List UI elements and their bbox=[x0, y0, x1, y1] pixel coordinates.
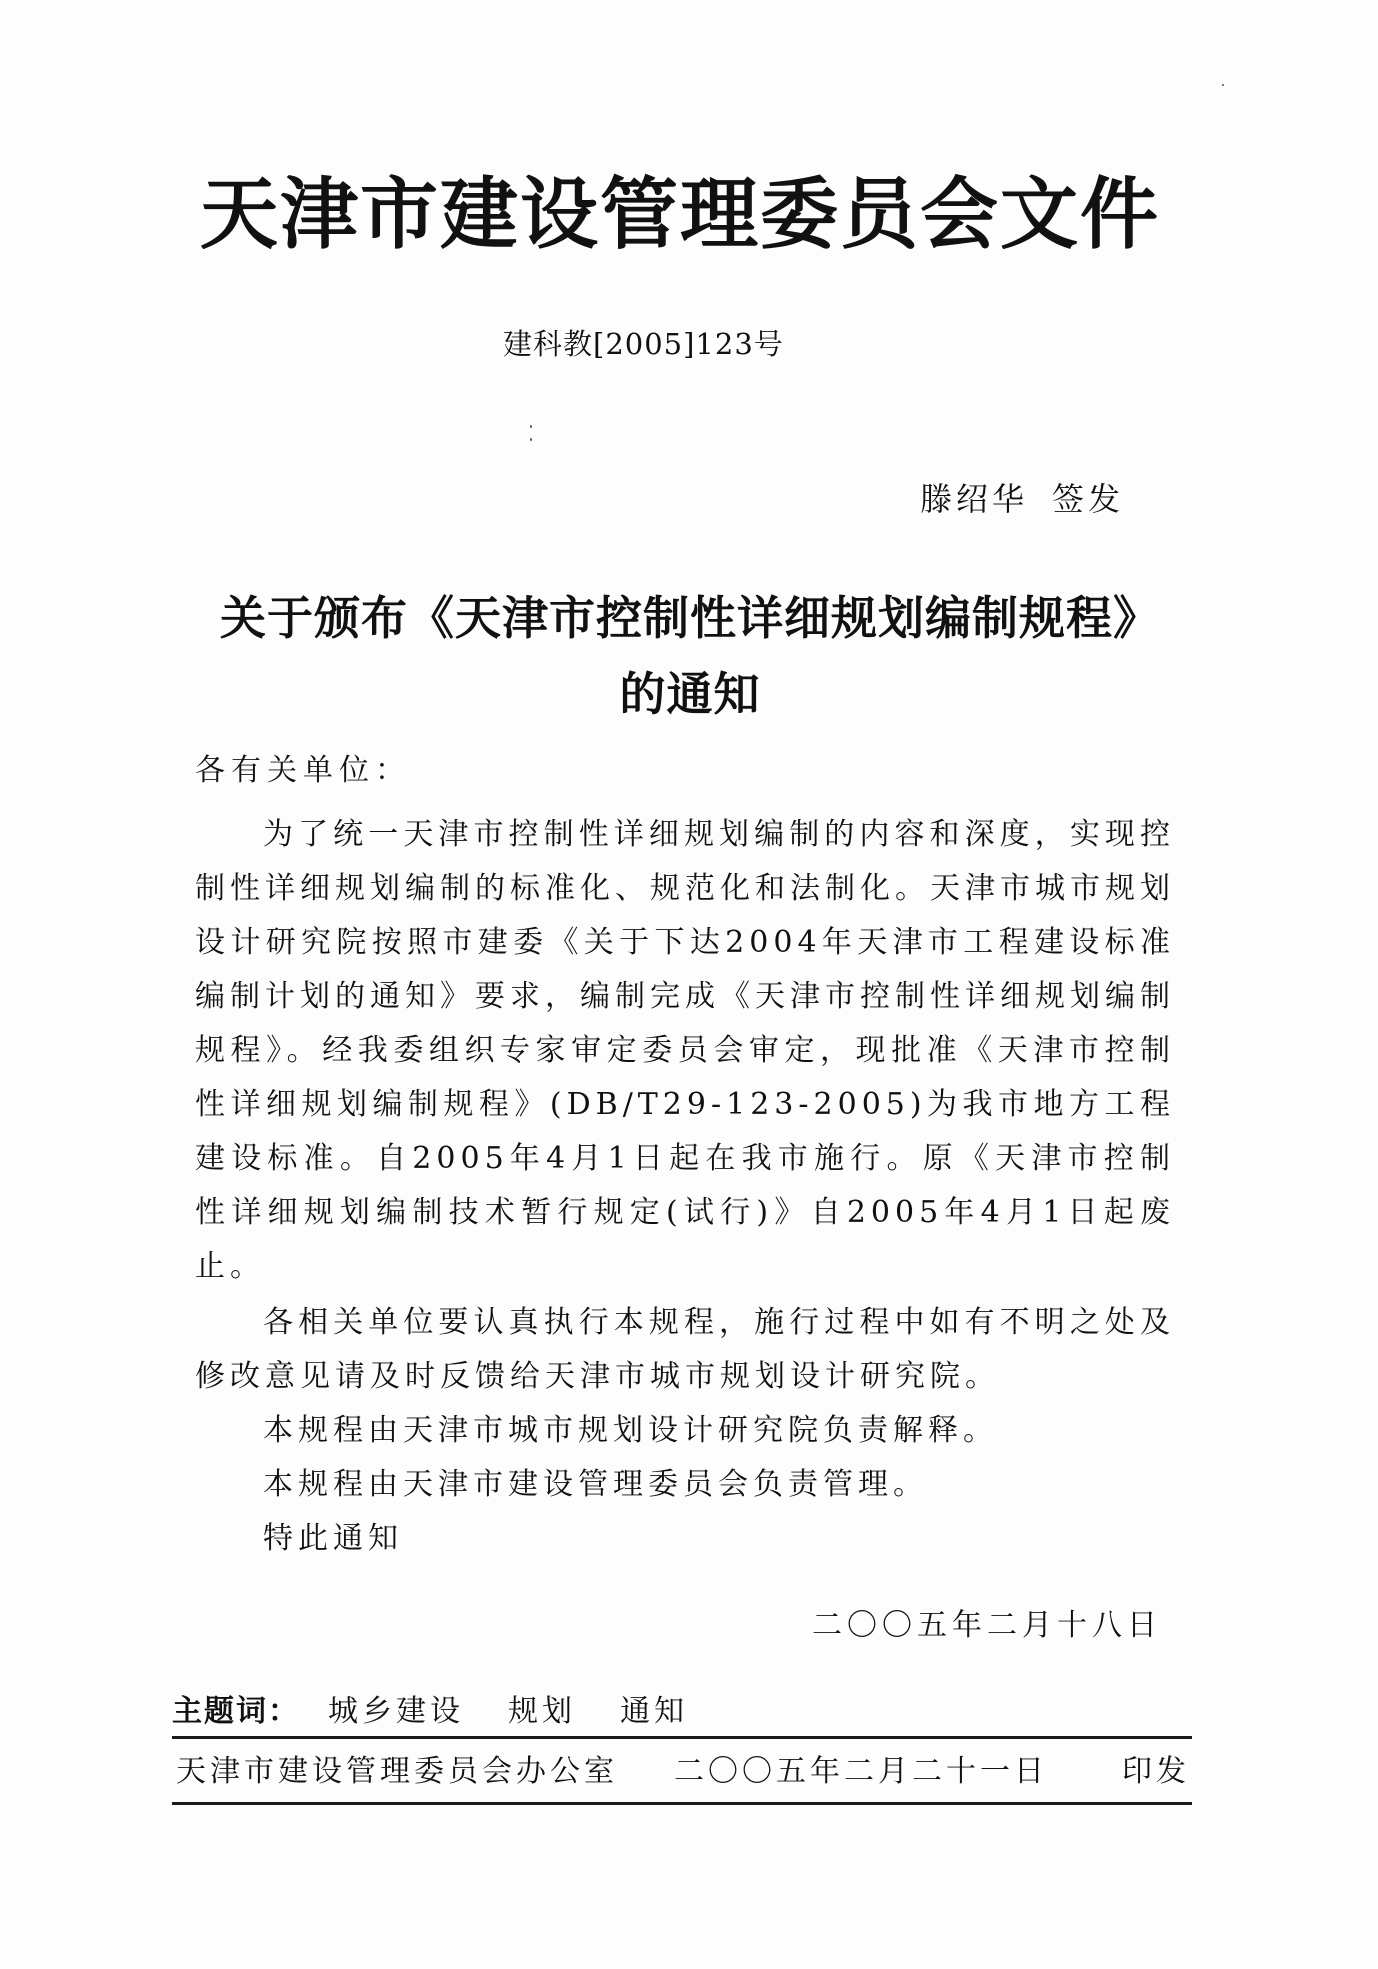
salutation: 各有关单位： bbox=[195, 753, 411, 788]
body-paragraph-1: 为了统一天津市控制性详细规划编制的内容和深度，实现控制性详细规划编制的标准化、规范化和法制化。天津市城市规划设计研究院按照市建委《关于下达2004年天津市工程建设标准编制计划的通知》要求，编制完成《天津市控制性详细规划编制规程》。经我委组织专家审定委员会审定，现批准《天津市控制性详细规划编制规程》(DB/T29-123-2005)为我市地方工程建设标准。自2005年4月1日起在我市施行。原《天津市控制性详细规划编制技术暂行规定(试行)》自2005年4月1日起废止。 bbox=[195, 817, 1175, 1284]
keyword: 城乡建设 bbox=[328, 1694, 464, 1729]
body-line-interpretation: 本规程由天津市城市规划设计研究院负责解释。 bbox=[263, 1413, 998, 1448]
keyword: 通知 bbox=[620, 1694, 688, 1729]
issue-date: 二〇〇五年二月十八日 bbox=[812, 1608, 1162, 1643]
keyword: 规划 bbox=[508, 1694, 576, 1729]
body-line-closing: 特此通知 bbox=[263, 1521, 403, 1556]
notice-title bbox=[160, 580, 1220, 732]
scan-speck bbox=[530, 438, 532, 441]
document-header-title: 天津市建设管理委员会文件 bbox=[200, 170, 1161, 260]
signer-name: 滕绍华 bbox=[920, 480, 1029, 518]
scan-speck bbox=[530, 425, 532, 428]
body-line-management: 本规程由天津市建设管理委员会负责管理。 bbox=[263, 1467, 928, 1502]
notice-title-line1: 关于颁布《天津市控制性详细规划编制规程》 bbox=[220, 591, 1160, 645]
notice-title-line2: 的通知 bbox=[619, 667, 761, 721]
footer-rule-top bbox=[172, 1736, 1192, 1739]
keywords-row bbox=[172, 1686, 1192, 1730]
footer-rule-bottom bbox=[172, 1802, 1192, 1805]
body-paragraph-2: 各相关单位要认真执行本规程，施行过程中如有不明之处及修改意见请及时反馈给天津市城市规划设计研究院。 bbox=[195, 1305, 1175, 1394]
printed-mark: 印发 bbox=[1122, 1754, 1190, 1789]
issuer-office: 天津市建设管理委员会办公室 bbox=[176, 1754, 618, 1789]
document-number: 建科教[2005]123号 bbox=[503, 327, 784, 361]
printed-date: 二〇〇五年二月二十一日 bbox=[674, 1754, 1048, 1789]
signer-action: 签发 bbox=[1052, 480, 1125, 518]
keywords-label: 主题词： bbox=[172, 1694, 300, 1729]
signer-line bbox=[920, 474, 1124, 520]
scan-speck bbox=[1222, 84, 1224, 86]
